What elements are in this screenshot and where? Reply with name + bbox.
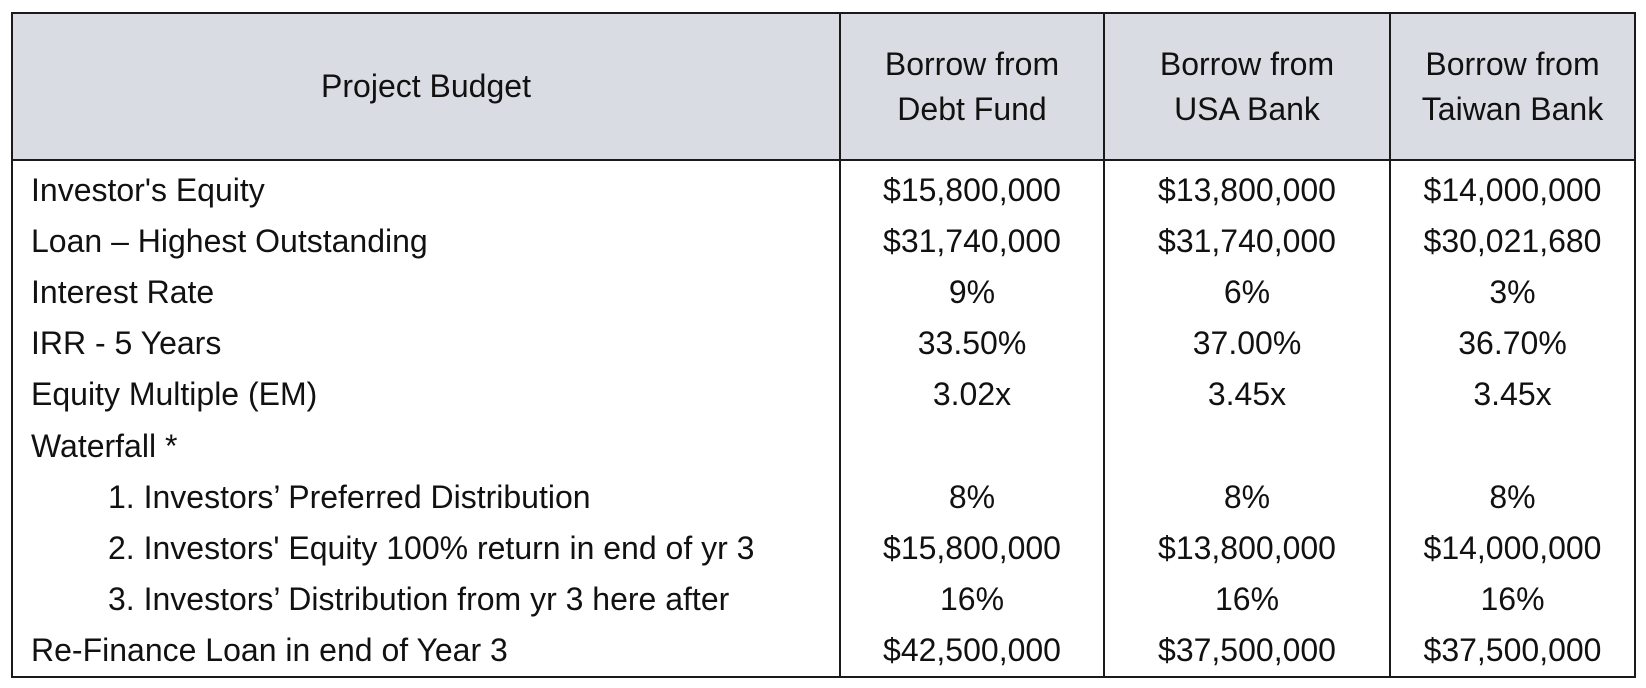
row-label: Investor's Equity [31, 172, 265, 209]
table-row [13, 472, 1634, 523]
cell-value: 16% [840, 574, 1104, 625]
table-row [13, 318, 1634, 369]
cell-value: $31,740,000 [840, 216, 1104, 267]
cell-value: 36.70% [1390, 318, 1634, 369]
cell-value: 6% [1104, 267, 1390, 318]
row-label: 2. Investors' Equity 100% return in end of yr 3 [108, 529, 755, 566]
cell-value [1104, 420, 1390, 471]
cell-value: 8% [840, 472, 1104, 523]
row-label: IRR - 5 Years [31, 325, 222, 362]
table-row [13, 369, 1634, 420]
cell-value: $42,500,000 [840, 625, 1104, 676]
cell-value: 3.02x [840, 369, 1104, 420]
cell-value: $13,800,000 [1104, 523, 1390, 574]
table-row [13, 420, 1634, 471]
cell-value: 3.45x [1104, 369, 1390, 420]
header-scenario-2: Borrow from USA Bank [1104, 14, 1390, 160]
row-label: Equity Multiple (EM) [31, 376, 318, 413]
budget-table [13, 14, 1634, 676]
cell-value: $14,000,000 [1390, 160, 1634, 216]
budget-comparison-table [11, 12, 1636, 678]
cell-value: $31,740,000 [1104, 216, 1390, 267]
cell-value: 33.50% [840, 318, 1104, 369]
cell-value: $13,800,000 [1104, 160, 1390, 216]
cell-value: 3% [1390, 267, 1634, 318]
row-label: Loan – Highest Outstanding [31, 223, 428, 260]
table-body [13, 160, 1634, 676]
row-label: Re-Finance Loan in end of Year 3 [31, 631, 508, 668]
cell-value: 8% [1390, 472, 1634, 523]
table-row [13, 216, 1634, 267]
cell-value: 16% [1390, 574, 1634, 625]
table-row [13, 574, 1634, 625]
cell-value: $15,800,000 [840, 523, 1104, 574]
header-project-budget: Project Budget [13, 14, 840, 160]
table-row [13, 625, 1634, 676]
cell-value: $14,000,000 [1390, 523, 1634, 574]
cell-value [1390, 420, 1634, 471]
table-row [13, 160, 1634, 216]
row-label: 3. Investors’ Distribution from yr 3 here after [108, 580, 730, 617]
row-label: Interest Rate [31, 274, 215, 311]
table-header [13, 14, 1634, 160]
row-label: Waterfall * [31, 427, 178, 464]
row-label: 1. Investors’ Preferred Distribution [108, 478, 591, 515]
cell-value: $15,800,000 [840, 160, 1104, 216]
cell-value: $37,500,000 [1390, 625, 1634, 676]
cell-value: 9% [840, 267, 1104, 318]
cell-value: 16% [1104, 574, 1390, 625]
table-row [13, 523, 1634, 574]
cell-value: 37.00% [1104, 318, 1390, 369]
cell-value: $30,021,680 [1390, 216, 1634, 267]
cell-value: $37,500,000 [1104, 625, 1390, 676]
header-scenario-3: Borrow from Taiwan Bank [1390, 14, 1634, 160]
cell-value: 8% [1104, 472, 1390, 523]
cell-value: 3.45x [1390, 369, 1634, 420]
cell-value [840, 420, 1104, 471]
header-scenario-1: Borrow from Debt Fund [840, 14, 1104, 160]
table-row [13, 267, 1634, 318]
header-row [13, 14, 1634, 160]
